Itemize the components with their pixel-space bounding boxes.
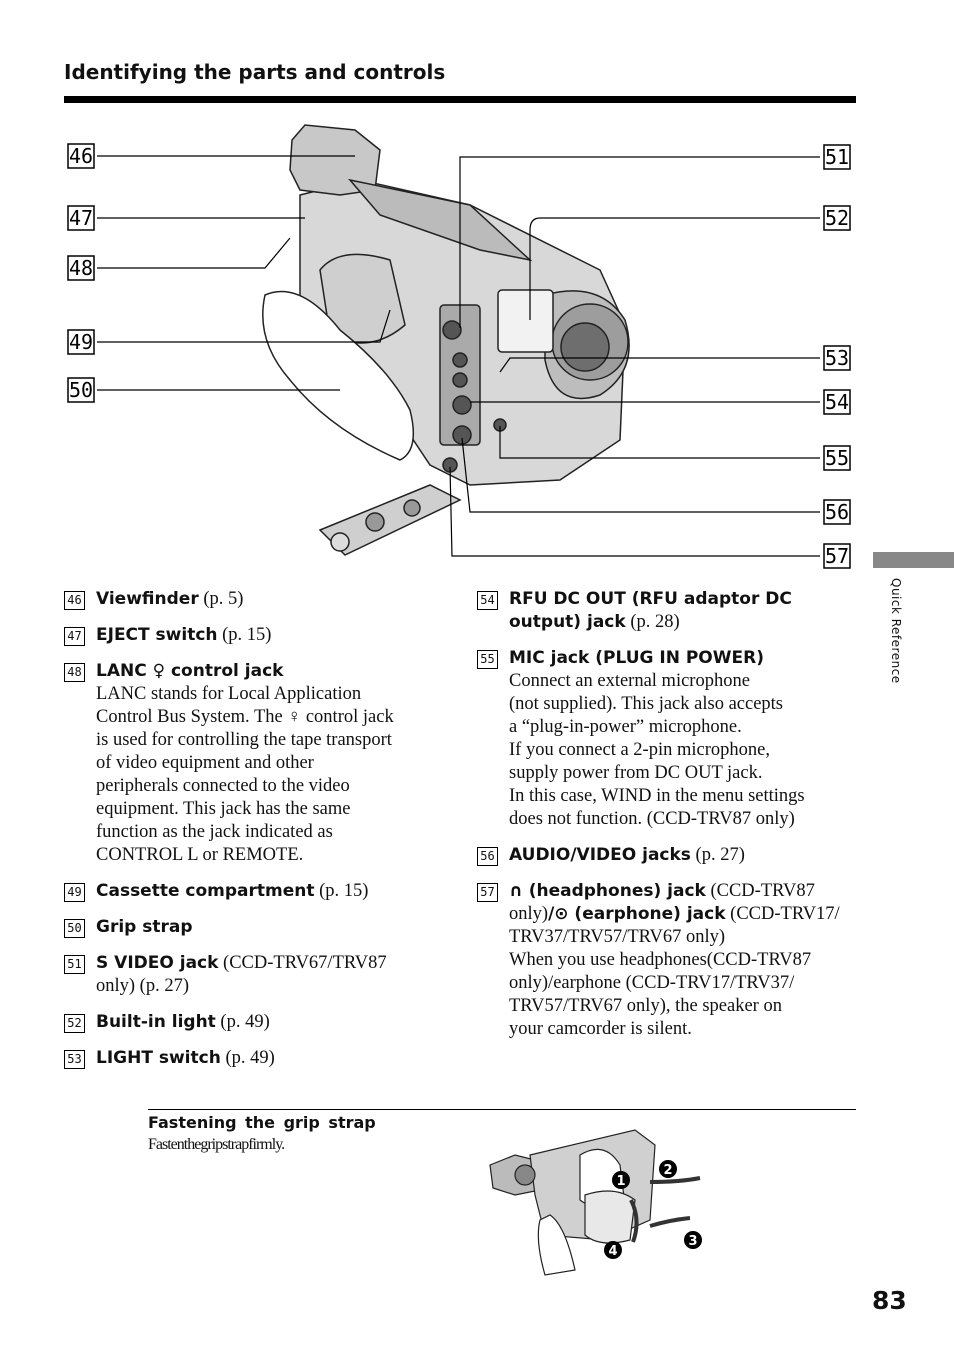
list-item: 55 MIC jack (PLUG IN POWER) Connect an external microphone (not supplied). This jack also accepts a “plug-in-power” microphone. If you connect a 2-pin microphone, supply power from DC OUT jack. In this case, WIND in the menu settings does not function. (CCD-TRV87 only) <box>477 647 861 831</box>
page-number: 83 <box>872 1286 907 1315</box>
svg-text:52: 52 <box>824 206 850 230</box>
callout-52 <box>824 206 850 230</box>
callout-55 <box>824 446 850 470</box>
callout-48 <box>68 256 94 280</box>
svg-text:4: 4 <box>608 1244 618 1259</box>
svg-text:53: 53 <box>824 346 850 370</box>
list-item: 47 EJECT switch (p. 15) <box>64 624 448 647</box>
title-rule <box>64 96 856 103</box>
callout-54 <box>824 390 850 414</box>
step-1-badge <box>612 1171 630 1189</box>
callout-57 <box>824 544 850 568</box>
quick-reference-tab <box>873 552 954 568</box>
fastening-title: Fastening the grip strap <box>148 1113 376 1132</box>
step-2-badge <box>659 1160 677 1178</box>
callout-56 <box>824 500 850 524</box>
callout-50 <box>68 378 94 402</box>
callout-47 <box>68 206 94 230</box>
svg-text:51: 51 <box>824 145 850 169</box>
callout-46 <box>68 144 94 168</box>
step-4-badge <box>604 1241 622 1259</box>
list-item: 48 LANC ♀ control jack LANC stands for Local Application Control Bus System. The ♀ control jack is used for controlling the tape transport of video equipment and other peripherals connected to the video equipment. This jack has the same function as the jack indicated as CONTROL L or REMOTE. <box>64 660 448 867</box>
fastening-rule <box>148 1109 856 1110</box>
callout-49 <box>68 330 94 354</box>
svg-text:55: 55 <box>824 446 850 470</box>
list-item: 57 ∩ (headphones) jack (CCD-TRV87 only)/⊙ (earphone) jack (CCD-TRV17/ TRV37/TRV57/TRV67 only) When you use headphones(CCD-TRV87 only)/earphone (CCD-TRV17/TRV37/ TRV57/TRV67 only), the speaker on your camcorder is silent. <box>477 880 861 1041</box>
camcorder-diagram <box>0 110 880 580</box>
list-item: 49 Cassette compartment (p. 15) <box>64 880 448 903</box>
list-item: 46 Viewfinder (p. 5) <box>64 588 448 611</box>
light-shape <box>498 290 553 352</box>
svg-text:47: 47 <box>68 206 94 230</box>
list-item: 53 LIGHT switch (p. 49) <box>64 1047 448 1070</box>
svg-text:54: 54 <box>824 390 850 414</box>
step-3-badge <box>684 1231 702 1249</box>
callout-53 <box>824 346 850 370</box>
list-item: 50 Grip strap <box>64 916 448 939</box>
svg-text:3: 3 <box>688 1234 698 1249</box>
parts-list-right <box>477 588 861 1054</box>
list-item: 56 AUDIO/VIDEO jacks (p. 27) <box>477 844 861 867</box>
svg-text:1: 1 <box>616 1174 626 1189</box>
svg-text:57: 57 <box>824 544 850 568</box>
svg-text:2: 2 <box>663 1163 673 1178</box>
svg-text:48: 48 <box>68 256 94 280</box>
callout-51 <box>824 145 850 169</box>
quick-reference-label: Quick Reference <box>889 578 903 684</box>
parts-list-left <box>64 588 448 1083</box>
list-item: 52 Built-in light (p. 49) <box>64 1011 448 1034</box>
fastening-text: Fastenthegripstrapfirmly. <box>148 1136 285 1153</box>
svg-text:49: 49 <box>68 330 94 354</box>
svg-text:50: 50 <box>68 378 94 402</box>
grip-strap-illustration <box>485 1120 715 1280</box>
section-title: Identifying the parts and controls <box>64 60 446 84</box>
svg-text:46: 46 <box>68 144 94 168</box>
list-item: 51 S VIDEO jack (CCD-TRV67/TRV87 only) (p. 27) <box>64 952 448 998</box>
list-item: 54 RFU DC OUT (RFU adaptor DC output) jack (p. 28) <box>477 588 861 634</box>
svg-text:56: 56 <box>824 500 850 524</box>
